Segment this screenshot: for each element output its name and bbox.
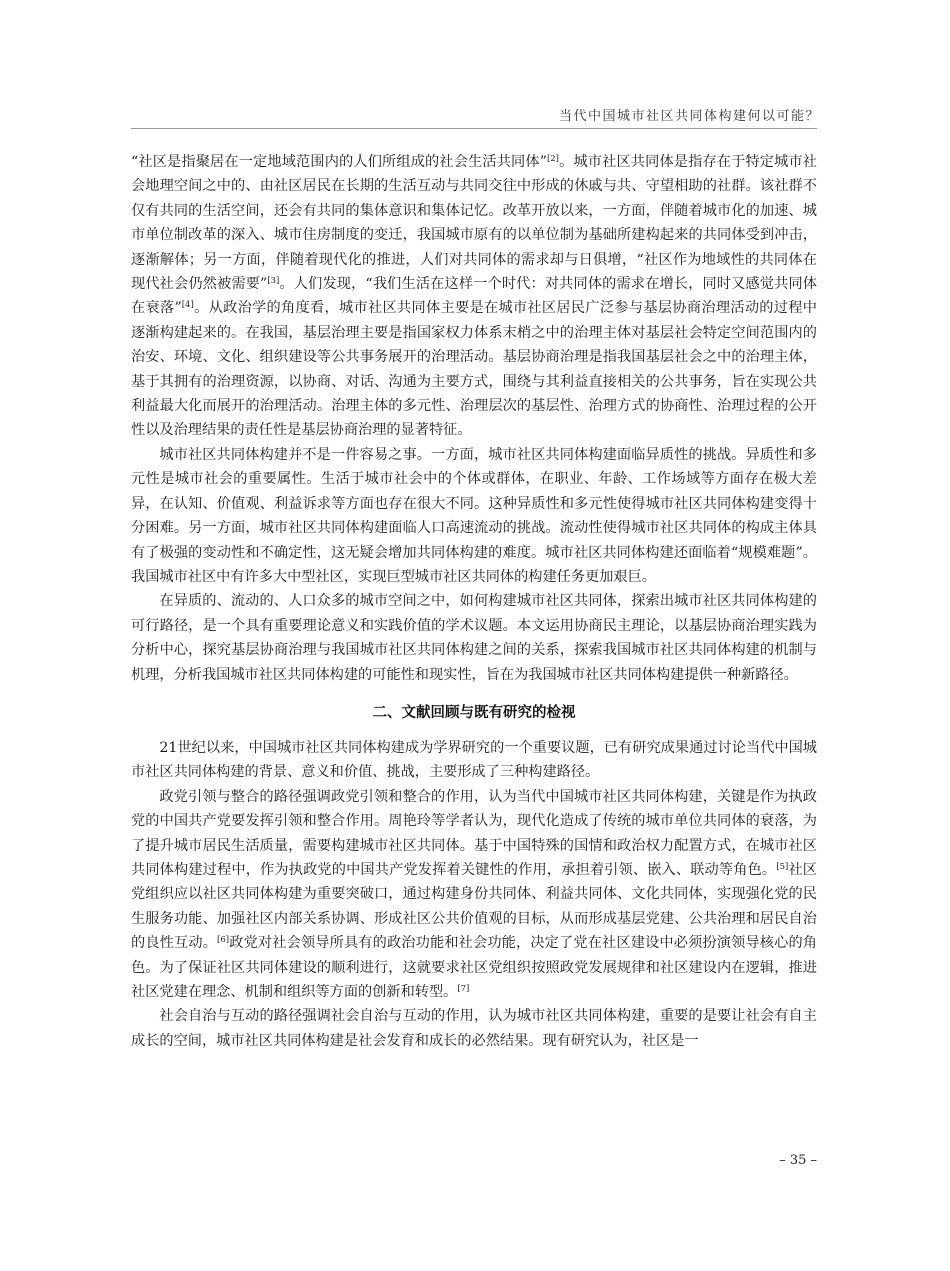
citation-marker: [3] bbox=[267, 276, 280, 287]
citation-marker: [7] bbox=[457, 984, 470, 994]
paragraph-5 bbox=[131, 785, 817, 1005]
paragraph-2: 城市社区共同体构建并不是一件容易之事。一方面，城市社区共同体构建面临异质性的挑战。异质性和多元性是城市社会的重要属性。生活于城市社会中的个体或群体，在职业、年龄、工作场域等方面存在极大差异，在认知、价值观、利益诉求等方面也存在很大不同。这种异质性和多元性使得城市社区共同体构建变得十分困难。另一方面，城市社区共同体构建面临人口高速流动的挑战。流动性使得城市社区共同体的构成主体具有了极强的变动性和不确定性，这无疑会增加共同体构建的难度。城市社区共同体构建还面临着“规模难题”。我国城市社区中有许多大中型社区，实现巨型城市社区共同体的构建任务更加艰巨。 bbox=[131, 446, 817, 585]
text-segment: 。从政治学的角度看，城市社区共同体主要是在城市社区居民广泛参与基层协商治理活动的过程中逐渐构建起来的。在我国，基层治理主要是指国家权力体系末梢之中的治理主体对基层社会特定空间范围内的治安、环境、文化、组织建设等公共事务展开的治理活动。基层协商治理是指我国基层社会之中的治理主体，基于其拥有的治理资源，以协商、对话、沟通为主要方式，围绕与其利益直接相关的公共事务，旨在实现公共利益最大化而展开的治理活动。治理主体的多元性、治理层次的基层性、治理方式的协商性、治理过程的公开性以及治理结果的责任性是基层协商治理的显著特征。 bbox=[131, 300, 817, 439]
text-segment: 。城市社区共同体是指存在于特定城市社会地理空间之中的、由社区居民在长期的生活互动与共同交往中形成的休戚与共、守望相助的社群。该社群不仅有共同的生活空间，还会有共同的集体意识和集体记忆。改革开放以来，一方面，伴随着城市化的加速、城市单位制改革的深入、城市住房制度的变迁，我国城市原有的以单位制为基础所建构起来的共同体受到冲击，逐渐解体；另一方面，伴随着现代化的推进，人们对共同体的需求却与日俱增，“社区作为地域性的共同体在现代社会仍然被需要” bbox=[131, 154, 817, 293]
text-segment: 政党引领与整合的路径强调政党引领和整合的作用，认为当代中国城市社区共同体构建，关键是作为执政党的中国共产党要发挥引领和整合作用。周艳玲等学者认为，现代化造成了传统的城市单位共同体的衰落，为了提升城市居民生活质量，需要构建城市社区共同体。基于中国特殊的国情和政治权力配置方式，在城市社区共同体构建过程中，作为执政党的中国共产党发挥着关键性的作用，承担着引领、嵌入、联动等角色。 bbox=[131, 788, 817, 878]
paragraph-3: 在异质的、流动的、人口众多的城市空间之中，如何构建城市社区共同体，探索出城市社区共同体构建的可行路径，是一个具有重要理论意义和实践价值的学术议题。本文运用协商民主理论，以基层协商治理实践为分析中心，探究基层协商治理与我国城市社区共同体构建之间的关系，探索我国城市社区共同体构建的机制与机理，分析我国城市社区共同体构建的可能性和现实性，旨在为我国城市社区共同体构建提供一种新路径。 bbox=[131, 593, 817, 683]
text-segment: 。人们发现，“我们生活在这样一个时代：对共同体的需求在增长，同时又感觉共同体在衰落” bbox=[131, 276, 817, 317]
citation-marker: [4] bbox=[181, 300, 194, 311]
citation-marker: [6] bbox=[217, 935, 230, 946]
text-segment: 政党对社会领导所具有的政治功能和社会功能，决定了党在社区建设中必须扮演领导核心的角色。为了保证社区共同体建设的顺利进行，这就要求社区党组织按照政党发展规律和社区建设内在逻辑，推进社区党建在理念、机制和组织等方面的创新和转型。 bbox=[131, 935, 817, 1000]
text-segment: 社区党组织应以社区共同体构建为重要突破口，通过构建身份共同体、利益共同体、文化共同体，实现强化党的民生服务功能、加强社区内部关系协调、形成社区公共价值观的目标，从而形成基层党建、公共治理和居民自治的良性互动。 bbox=[131, 861, 817, 952]
header-rule bbox=[131, 128, 817, 129]
paragraph-6: 社会自治与互动的路径强调社会自治与互动的作用，认为城市社区共同体构建，重要的是要让社会有自主成长的空间，城市社区共同体构建是社会发育和成长的必然结果。现有研究认为，社区是一 bbox=[131, 1008, 817, 1049]
paragraph-4: 21世纪以来，中国城市社区共同体构建成为学界研究的一个重要议题，已有研究成果通过讨论当代中国城市社区共同体构建的背景、意义和价值、挑战，主要形成了三种构建路径。 bbox=[131, 739, 817, 781]
text-segment: “社区是指聚居在一定地域范围内的人们所组成的社会生活共同体” bbox=[131, 154, 547, 170]
citation-marker: [2] bbox=[546, 154, 559, 164]
running-header: 当代中国城市社区共同体构建何以可能？ bbox=[558, 109, 820, 124]
article-body bbox=[131, 150, 817, 1053]
paragraph-1 bbox=[131, 150, 817, 443]
section-heading: 二、文献回顾与既有研究的检视 bbox=[372, 704, 576, 721]
page-number: – 35 – bbox=[779, 1153, 817, 1168]
citation-marker: [5] bbox=[776, 861, 789, 872]
